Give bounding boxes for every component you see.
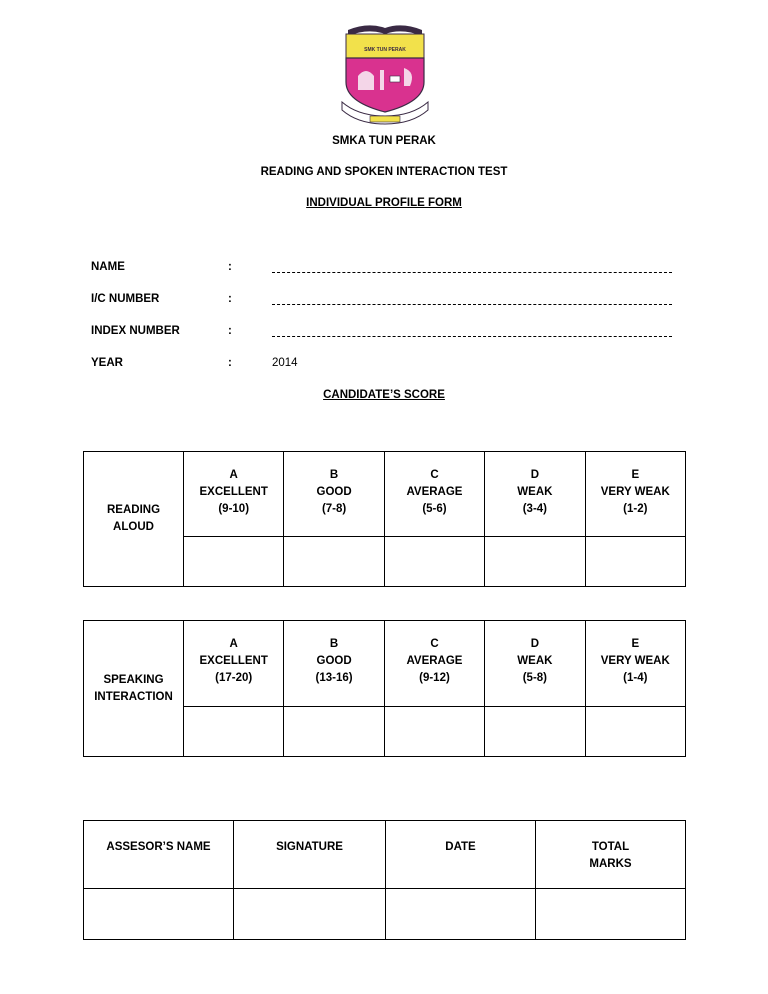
speaking-score-cell-e[interactable] <box>585 707 685 757</box>
date-cell[interactable] <box>386 889 536 940</box>
speaking-score-table <box>83 620 686 757</box>
form-title: INDIVIDUAL PROFILE FORM <box>306 197 462 209</box>
total-marks-cell[interactable] <box>536 889 686 940</box>
date-header: DATE <box>386 821 536 889</box>
field-colon: : <box>228 293 232 305</box>
field-label-index-number: INDEX NUMBER <box>91 325 180 337</box>
assessor-table <box>83 820 686 940</box>
ic-number-field[interactable] <box>272 304 672 305</box>
reading-score-cell-a[interactable] <box>184 537 284 587</box>
field-colon: : <box>228 357 232 369</box>
reading-grade-c: C AVERAGE (5-6) <box>384 452 484 537</box>
reading-grade-e: E VERY WEAK (1-2) <box>585 452 685 537</box>
school-crest-logo <box>338 20 432 128</box>
school-name: SMKA TUN PERAK <box>332 135 436 147</box>
signature-header: SIGNATURE <box>234 821 386 889</box>
speaking-grade-a: A EXCELLENT (17-20) <box>184 621 284 707</box>
year-value: 2014 <box>272 357 298 369</box>
field-label-year: YEAR <box>91 357 123 369</box>
speaking-score-cell-b[interactable] <box>284 707 384 757</box>
reading-grade-b: B GOOD (7-8) <box>284 452 384 537</box>
speaking-interaction-label: SPEAKING INTERACTION <box>84 621 184 757</box>
reading-aloud-label: READING ALOUD <box>84 452 184 587</box>
candidate-score-heading: CANDIDATE’S SCORE <box>323 389 445 401</box>
test-title: READING AND SPOKEN INTERACTION TEST <box>260 166 508 178</box>
assessor-name-header: ASSESOR’S NAME <box>84 821 234 889</box>
index-number-field[interactable] <box>272 336 672 337</box>
reading-grade-a: A EXCELLENT (9-10) <box>184 452 284 537</box>
speaking-score-cell-a[interactable] <box>184 707 284 757</box>
total-marks-header: TOTAL MARKS <box>536 821 686 889</box>
speaking-score-cell-c[interactable] <box>384 707 484 757</box>
speaking-grade-c: C AVERAGE (9-12) <box>384 621 484 707</box>
field-label-name: NAME <box>91 261 125 273</box>
reading-score-cell-e[interactable] <box>585 537 685 587</box>
reading-grade-d: D WEAK (3-4) <box>485 452 585 537</box>
speaking-score-cell-d[interactable] <box>485 707 585 757</box>
reading-score-cell-c[interactable] <box>384 537 484 587</box>
speaking-grade-e: E VERY WEAK (1-4) <box>585 621 685 707</box>
field-label-ic-number: I/C NUMBER <box>91 293 160 305</box>
field-colon: : <box>228 261 232 273</box>
reading-score-cell-d[interactable] <box>485 537 585 587</box>
speaking-grade-b: B GOOD (13-16) <box>284 621 384 707</box>
signature-cell[interactable] <box>234 889 386 940</box>
field-colon: : <box>228 325 232 337</box>
name-field[interactable] <box>272 272 672 273</box>
speaking-grade-d: D WEAK (5-8) <box>485 621 585 707</box>
reading-score-table <box>83 451 686 587</box>
assessor-name-cell[interactable] <box>84 889 234 940</box>
svg-text:SMK TUN PERAK: SMK TUN PERAK <box>364 47 406 53</box>
reading-score-cell-b[interactable] <box>284 537 384 587</box>
